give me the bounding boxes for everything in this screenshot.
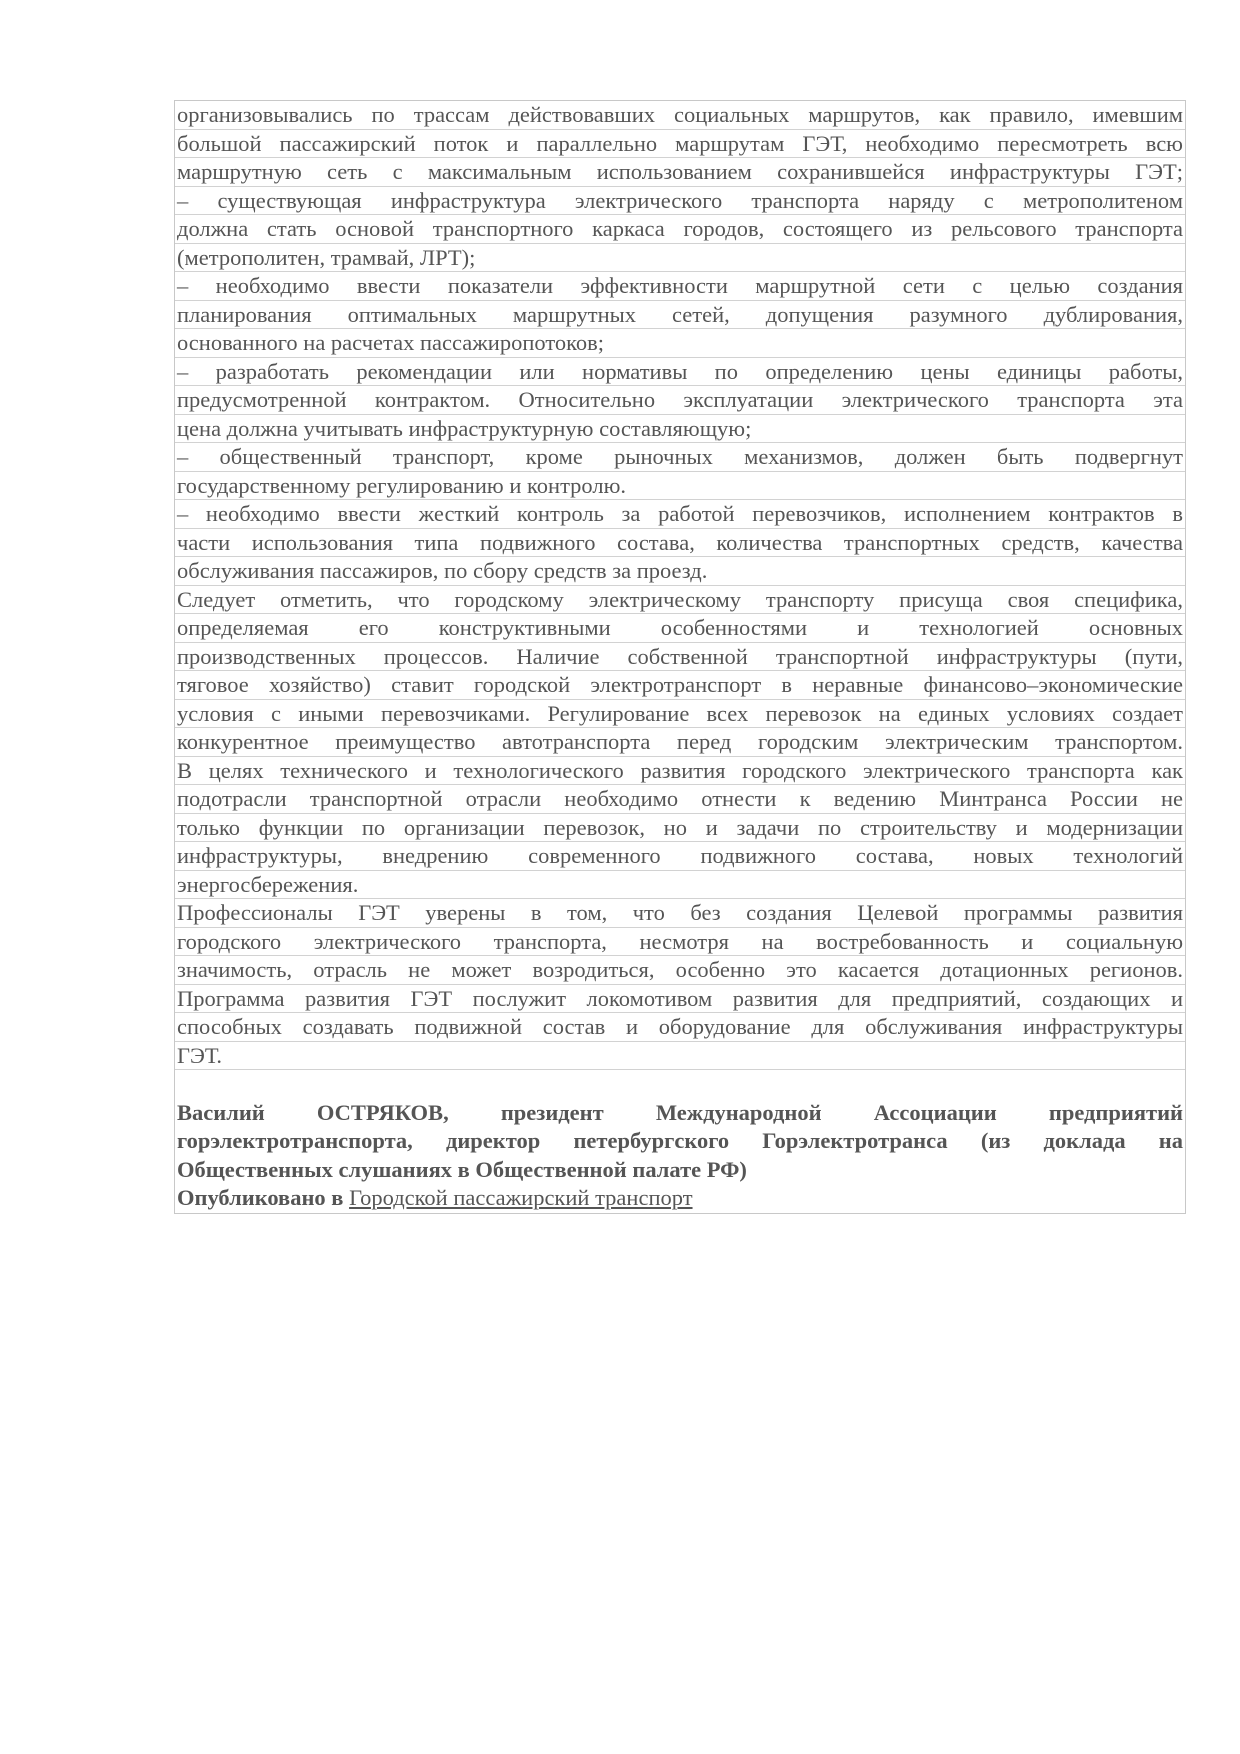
text-line: организовывались по трассам действовавших социальных маршрутов, как правило, имевшим (175, 101, 1185, 130)
text-line: государственному регулированию и контролю. (175, 472, 1185, 501)
text-line: значимость, отрасль не может возродиться, особенно это касается дотационных регионов. (175, 956, 1185, 985)
text-line: цена должна учитывать инфраструктурную составляющую; (175, 415, 1185, 444)
published-line (175, 1184, 1185, 1213)
text-line: подотрасли транспортной отрасли необходимо отнести к ведению Минтранса России не (175, 785, 1185, 814)
text-line: городского электрического транспорта, несмотря на востребованность и социальную (175, 928, 1185, 957)
text-line: маршрутную сеть с максимальным использованием сохранившейся инфраструктуры ГЭТ; (175, 158, 1185, 187)
text-line: (метрополитен, трамвай, ЛРТ); (175, 244, 1185, 273)
text-line: инфраструктуры, внедрению современного подвижного состава, новых технологий (175, 842, 1185, 871)
text-line: Следует отметить, что городскому электрическому транспорту присуща своя специфика, (175, 586, 1185, 615)
signature-line: горэлектротранспорта, директор петербургского Горэлектротранса (из доклада на (177, 1128, 1183, 1153)
text-line: тяговое хозяйство) ставит городской электротранспорт в неравные финансово–экономические (175, 671, 1185, 700)
text-line: – необходимо ввести показатели эффективности маршрутной сети с целью создания (175, 272, 1185, 301)
text-line: части использования типа подвижного состава, количества транспортных средств, качества (175, 529, 1185, 558)
text-line: предусмотренной контрактом. Относительно эксплуатации электрического транспорта эта (175, 386, 1185, 415)
text-line: определяемая его конструктивными особенностями и технологией основных (175, 614, 1185, 643)
text-line: способных создавать подвижной состав и оборудование для обслуживания инфраструктуры (175, 1013, 1185, 1042)
published-label: Опубликовано в (177, 1185, 344, 1210)
text-line: обслуживания пассажиров, по сбору средств за проезд. (175, 557, 1185, 586)
author-signature (175, 1099, 1185, 1185)
text-line: Программа развития ГЭТ послужит локомотивом развития для предприятий, создающих и (175, 985, 1185, 1014)
text-line: Профессионалы ГЭТ уверены в том, что без создания Целевой программы развития (175, 899, 1185, 928)
blank-line (175, 1070, 1185, 1099)
document-page (174, 100, 1186, 1214)
text-line: – необходимо ввести жесткий контроль за работой перевозчиков, исполнением контрактов в (175, 500, 1185, 529)
text-line: большой пассажирский поток и параллельно маршрутам ГЭТ, необходимо пересмотреть всю (175, 130, 1185, 159)
text-line: В целях технического и технологического развития городского электрического транспорта как (175, 757, 1185, 786)
text-line: ГЭТ. (175, 1042, 1185, 1071)
signature-line: Общественных слушаниях в Общественной палате РФ) (177, 1156, 747, 1182)
article-body (175, 101, 1185, 1070)
text-line: должна стать основой транспортного каркаса городов, состоящего из рельсового транспорта (175, 215, 1185, 244)
text-line: планирования оптимальных маршрутных сетей, допущения разумного дублирования, (175, 301, 1185, 330)
text-line: – разработать рекомендации или нормативы по определению цены единицы работы, (175, 358, 1185, 387)
text-line: энергосбережения. (175, 871, 1185, 900)
text-line: условия с иными перевозчиками. Регулирование всех перевозок на единых условиях создает (175, 700, 1185, 729)
text-line: основанного на расчетах пассажиропотоков; (175, 329, 1185, 358)
text-line: производственных процессов. Наличие собственной транспортной инфраструктуры (пути, (175, 643, 1185, 672)
signature-line: Василий ОСТРЯКОВ, президент Международной Ассоциации предприятий (177, 1099, 1183, 1125)
text-line: – общественный транспорт, кроме рыночных механизмов, должен быть подвергнут (175, 443, 1185, 472)
published-source-link[interactable]: Городской пассажирский транспорт (349, 1185, 693, 1210)
text-line: только функции по организации перевозок, но и задачи по строительству и модернизации (175, 814, 1185, 843)
text-line: – существующая инфраструктура электрического транспорта наряду с метрополитеном (175, 187, 1185, 216)
text-line: конкурентное преимущество автотранспорта перед городским электрическим транспортом. (175, 728, 1185, 757)
